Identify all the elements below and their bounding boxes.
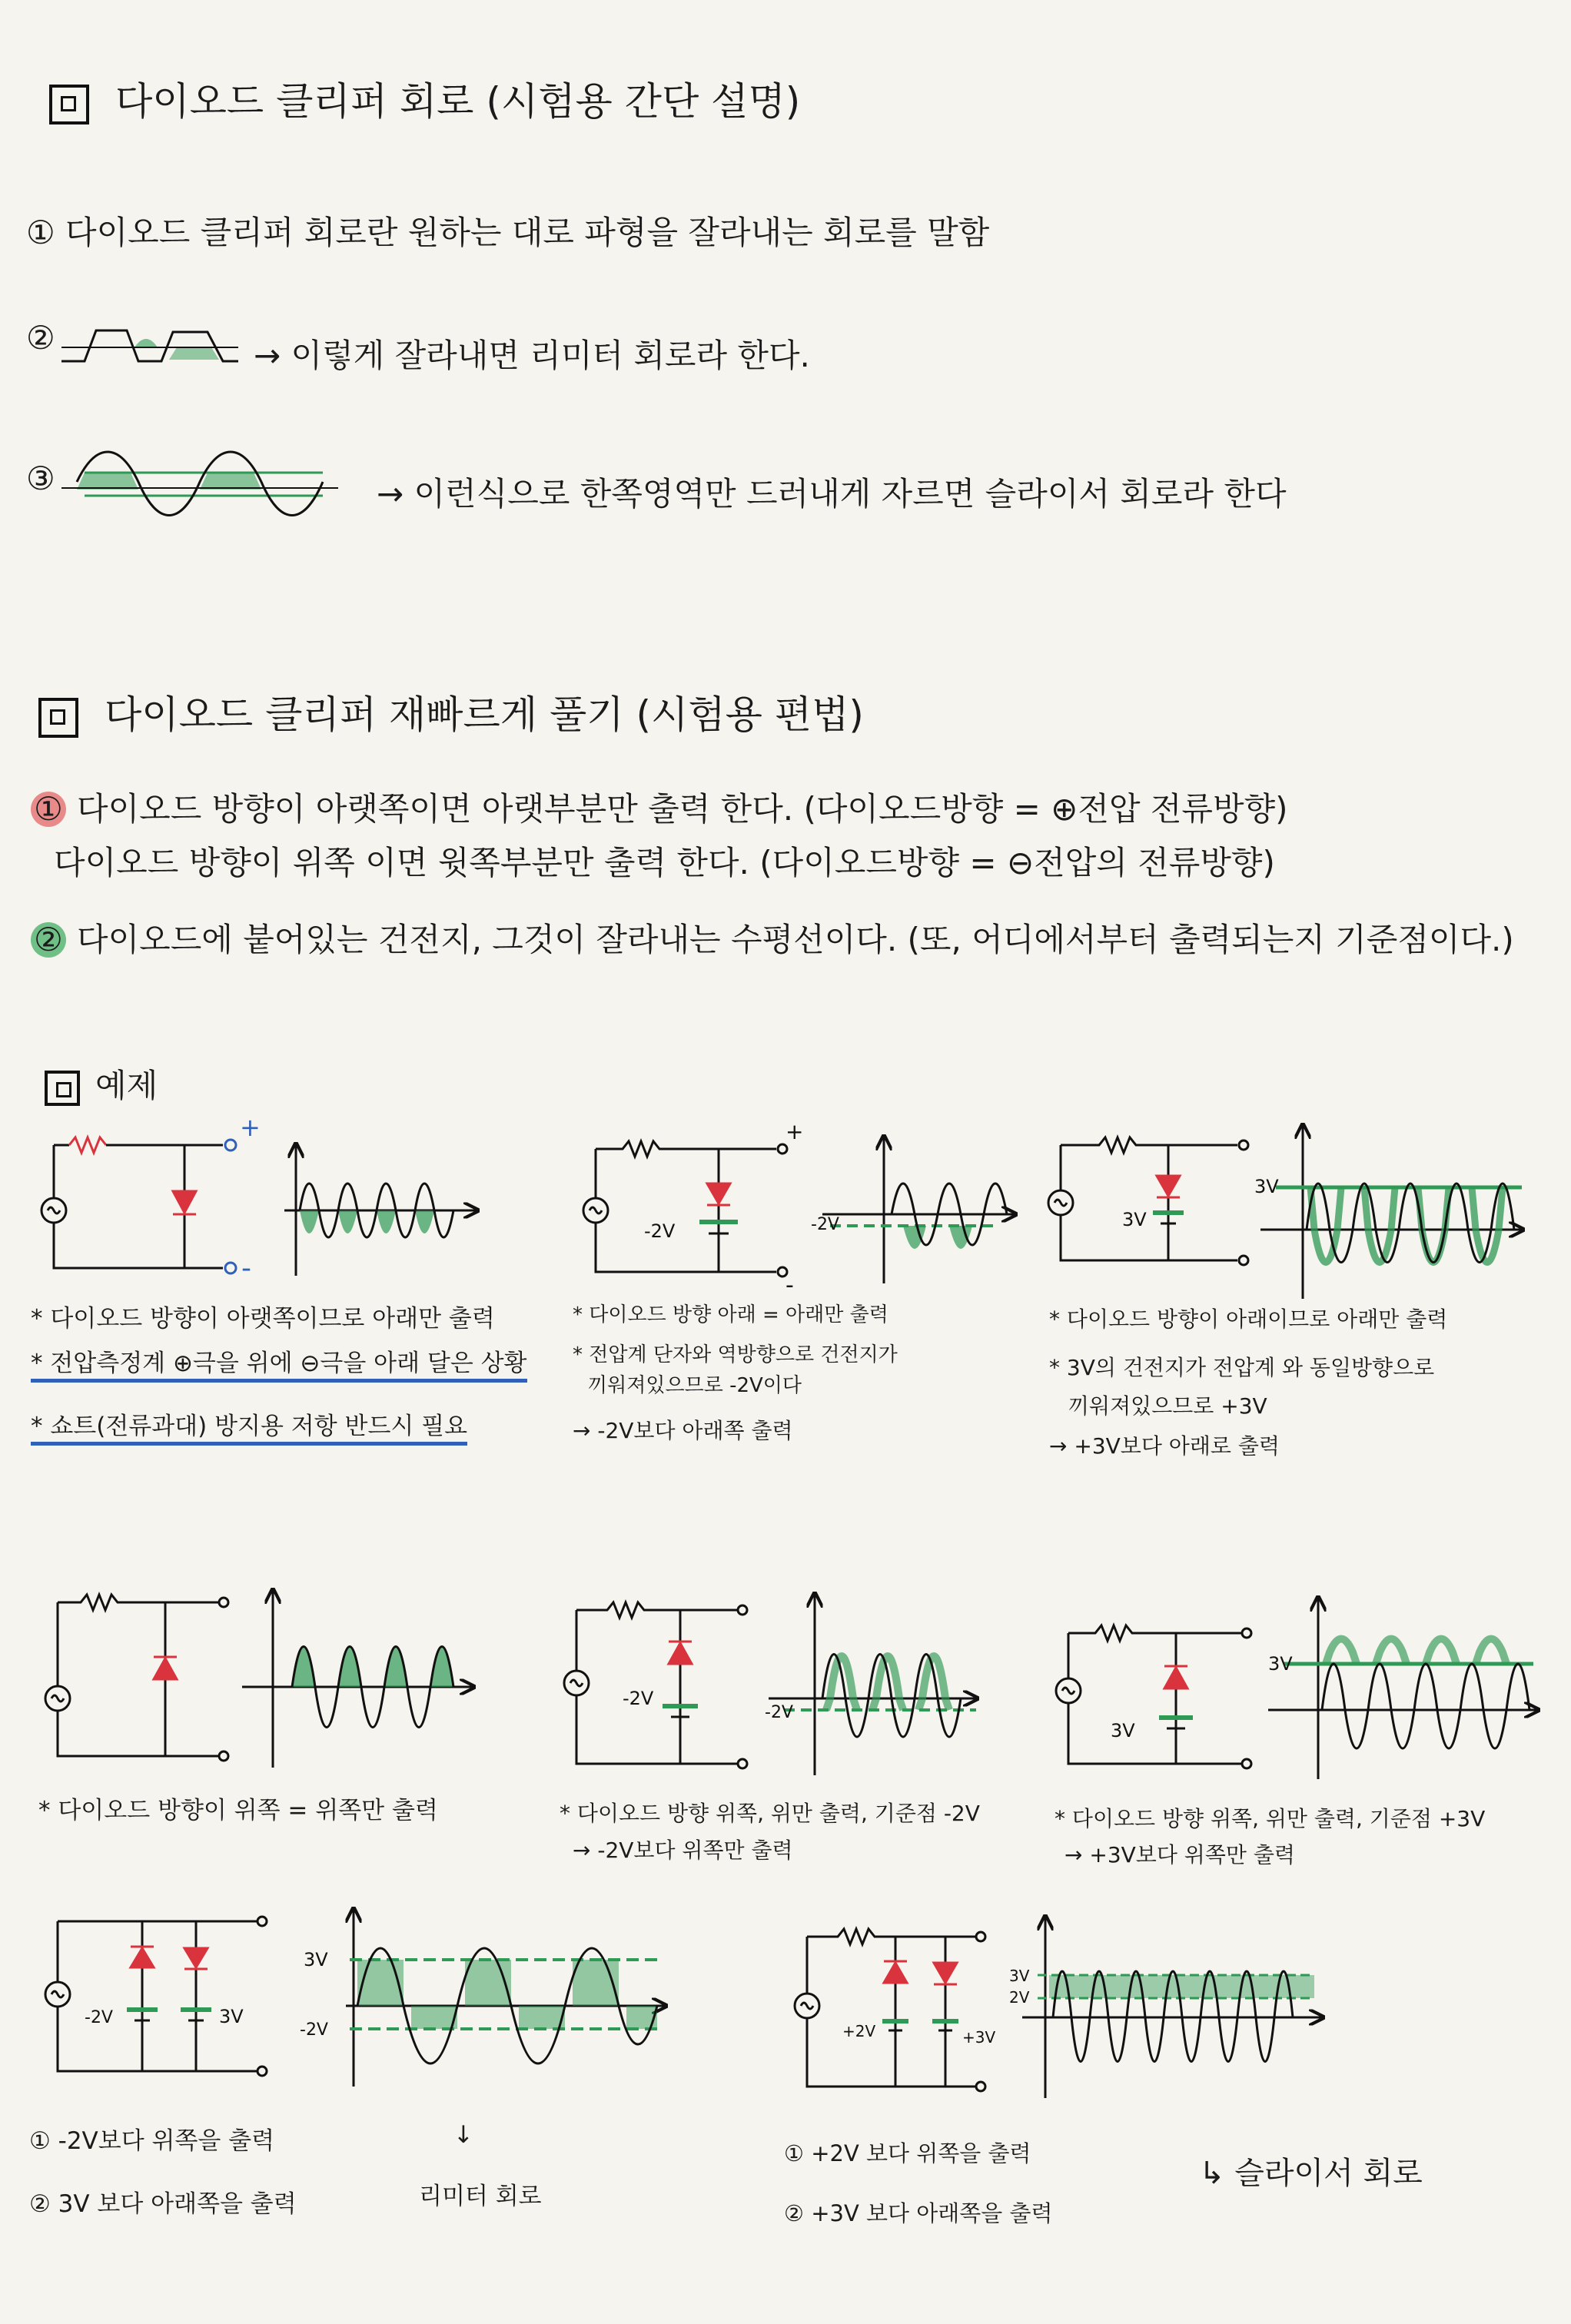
limiter-waveform-sketch bbox=[61, 315, 238, 377]
example2-note4: → -2V보다 아래쪽 출력 bbox=[573, 1418, 793, 1443]
example6-note1: * 다이오드 방향 위쪽, 위만 출력, 기준점 +3V bbox=[1055, 1806, 1486, 1831]
example1-note2: * 전압측정계 ⊕극을 위에 ⊖극을 아래 달은 상황 bbox=[31, 1343, 527, 1378]
example3-note4: → +3V보다 아래로 출력 bbox=[1049, 1433, 1280, 1459]
example1-circuit bbox=[42, 1137, 236, 1273]
example5-note2: → -2V보다 위쪽만 출력 bbox=[573, 1838, 793, 1863]
diode-down-icon bbox=[173, 1191, 196, 1213]
rule2-number: ② bbox=[31, 922, 66, 958]
example6-note2: → +3V보다 위쪽만 출력 bbox=[1064, 1842, 1295, 1868]
battery-label: 3V bbox=[1122, 1209, 1147, 1230]
battery-label: 3V bbox=[1111, 1720, 1135, 1741]
example5-diagram bbox=[561, 1591, 991, 1791]
diode-up-icon bbox=[131, 1948, 154, 1967]
diode-down-icon bbox=[1157, 1176, 1180, 1196]
example1-diagram bbox=[38, 1114, 500, 1306]
example1-graph bbox=[284, 1145, 477, 1276]
example8-note2: ② +3V 보다 아래쪽을 출력 bbox=[784, 2200, 1053, 2226]
example5-note1: * 다이오드 방향 위쪽, 위만 출력, 기준점 -2V bbox=[560, 1801, 980, 1826]
example7-note1: ① -2V보다 위쪽을 출력 bbox=[29, 2127, 275, 2155]
example3-note2: * 3V의 건전지가 전압계 와 동일방향으로 bbox=[1049, 1355, 1435, 1380]
example7-graph bbox=[346, 1910, 665, 2087]
example4-diagram bbox=[42, 1583, 503, 1783]
example8-note1: ① +2V 보다 위쪽을 출력 bbox=[784, 2140, 1031, 2166]
axis-label: -2V bbox=[811, 1215, 839, 1234]
example6-diagram bbox=[1053, 1595, 1553, 1794]
battery2-label: 3V bbox=[219, 2006, 244, 2027]
axis-label: 3V bbox=[1268, 1653, 1293, 1675]
example2-note3: 끼워져있으므로 -2V이다 bbox=[588, 1374, 802, 1397]
diode-down-icon bbox=[707, 1184, 730, 1204]
section2-title: 다이오드 클리퍼 재빠르게 풀기 (시험용 편법) bbox=[38, 684, 864, 739]
diode-down-icon bbox=[934, 1963, 957, 1983]
example2-graph bbox=[822, 1137, 1015, 1283]
example7-circuit bbox=[45, 1917, 267, 2076]
axis-bottom-label: -2V bbox=[300, 2020, 328, 2040]
section3-title: 예제 bbox=[45, 1061, 158, 1107]
section1-item2: → 이렇게 잘라내면 리미터 회로라 한다. bbox=[254, 337, 810, 374]
section2-rule1a: ① 다이오드 방향이 아랫쪽이면 아랫부분만 출력 한다. (다이오드방향 = ⊕전압 전류방향) bbox=[31, 784, 1288, 830]
diode-up-icon bbox=[154, 1658, 177, 1679]
example3-note1: * 다이오드 방향이 아래이므로 아래만 출력 bbox=[1049, 1306, 1448, 1332]
minus-label: - bbox=[241, 1253, 251, 1284]
checkbox-icon bbox=[38, 698, 78, 738]
section1-item3-num: ③ bbox=[26, 460, 55, 497]
diode-up-icon bbox=[669, 1643, 692, 1664]
example6-graph bbox=[1268, 1599, 1537, 1779]
slicer-waveform-sketch bbox=[61, 442, 338, 542]
example1-note1: * 다이오드 방향이 아랫쪽이므로 아래만 출력 bbox=[31, 1305, 495, 1333]
section1-item1: ① 다이오드 클리퍼 회로란 원하는 대로 파형을 잘라내는 회로를 말함 bbox=[26, 214, 990, 251]
example4-note1: * 다이오드 방향이 위쪽 = 위쪽만 출력 bbox=[38, 1797, 438, 1824]
example3-note3: 끼워져있으므로 +3V bbox=[1068, 1393, 1267, 1419]
example6-circuit bbox=[1056, 1625, 1251, 1768]
section1-title: 다이오드 클리퍼 회로 (시험용 간단 설명) bbox=[49, 71, 800, 126]
axis-top-label: 3V bbox=[304, 1949, 328, 1970]
example8-graph bbox=[1022, 1917, 1322, 2098]
axis-label: -2V bbox=[765, 1703, 793, 1722]
axis-top-label: 3V bbox=[1009, 1967, 1030, 1985]
battery1-label: -2V bbox=[85, 2008, 113, 2027]
example2-circuit bbox=[583, 1141, 787, 1277]
battery1-label: +2V bbox=[842, 2022, 876, 2040]
example2-note2: * 전압계 단자와 역방향으로 건전지가 bbox=[573, 1343, 898, 1366]
example2-note1: * 다이오드 방향 아래 = 아래만 출력 bbox=[573, 1303, 888, 1326]
resistor-icon bbox=[69, 1137, 106, 1153]
example7-note2: ② 3V 보다 아래쪽을 출력 bbox=[29, 2190, 297, 2218]
example8-circuit bbox=[795, 1929, 985, 2091]
rule1-number: ① bbox=[31, 792, 66, 827]
example7-arrow: ↓ bbox=[453, 2121, 473, 2149]
diode-up-icon bbox=[884, 1963, 907, 1983]
axis-bottom-label: 2V bbox=[1009, 1988, 1030, 2007]
example1-note3: * 쇼트(전류과대) 방지용 저항 반드시 필요 bbox=[31, 1406, 467, 1441]
checkbox-icon bbox=[49, 85, 89, 124]
section1-item2-num: ② bbox=[26, 319, 55, 357]
battery-label: -2V bbox=[623, 1688, 654, 1709]
section1-item3: → 이런식으로 한쪽영역만 드러내게 자르면 슬라이서 회로라 한다 bbox=[377, 475, 1287, 513]
section2-rule2: ② 다이오드에 붙어있는 건전지, 그것이 잘라내는 수평선이다. (또, 어디에서부터 출력되는지 기준점이다.) bbox=[31, 915, 1514, 961]
example5-circuit bbox=[564, 1602, 747, 1768]
example4-graph bbox=[242, 1591, 473, 1768]
example2-diagram bbox=[576, 1119, 1038, 1306]
example8-diagram bbox=[792, 1914, 1330, 2106]
minus-label: - bbox=[786, 1272, 794, 1299]
checkbox-icon bbox=[45, 1071, 80, 1106]
plus-label: + bbox=[786, 1119, 804, 1144]
example4-circuit bbox=[45, 1595, 228, 1761]
example8-result: ↳ 슬라이서 회로 bbox=[1199, 2156, 1423, 2191]
axis-label: 3V bbox=[1254, 1176, 1279, 1197]
example7-diagram bbox=[42, 1906, 673, 2090]
plus-label: + bbox=[240, 1113, 261, 1142]
diode-up-icon bbox=[1164, 1668, 1187, 1688]
example3-diagram bbox=[1045, 1122, 1553, 1306]
example3-graph bbox=[1260, 1126, 1522, 1299]
example3-circuit bbox=[1048, 1137, 1248, 1265]
section2-rule1b: 다이오드 방향이 위쪽 이면 윗쪽부분만 출력 한다. (다이오드방향 = ⊖전압의 전류방향) bbox=[54, 844, 1275, 881]
example7-result: 리미터 회로 bbox=[419, 2183, 542, 2210]
battery2-label: +3V bbox=[962, 2028, 996, 2047]
example5-graph bbox=[769, 1595, 976, 1775]
diode-down-icon bbox=[184, 1948, 208, 1967]
battery-label: -2V bbox=[644, 1220, 676, 1242]
